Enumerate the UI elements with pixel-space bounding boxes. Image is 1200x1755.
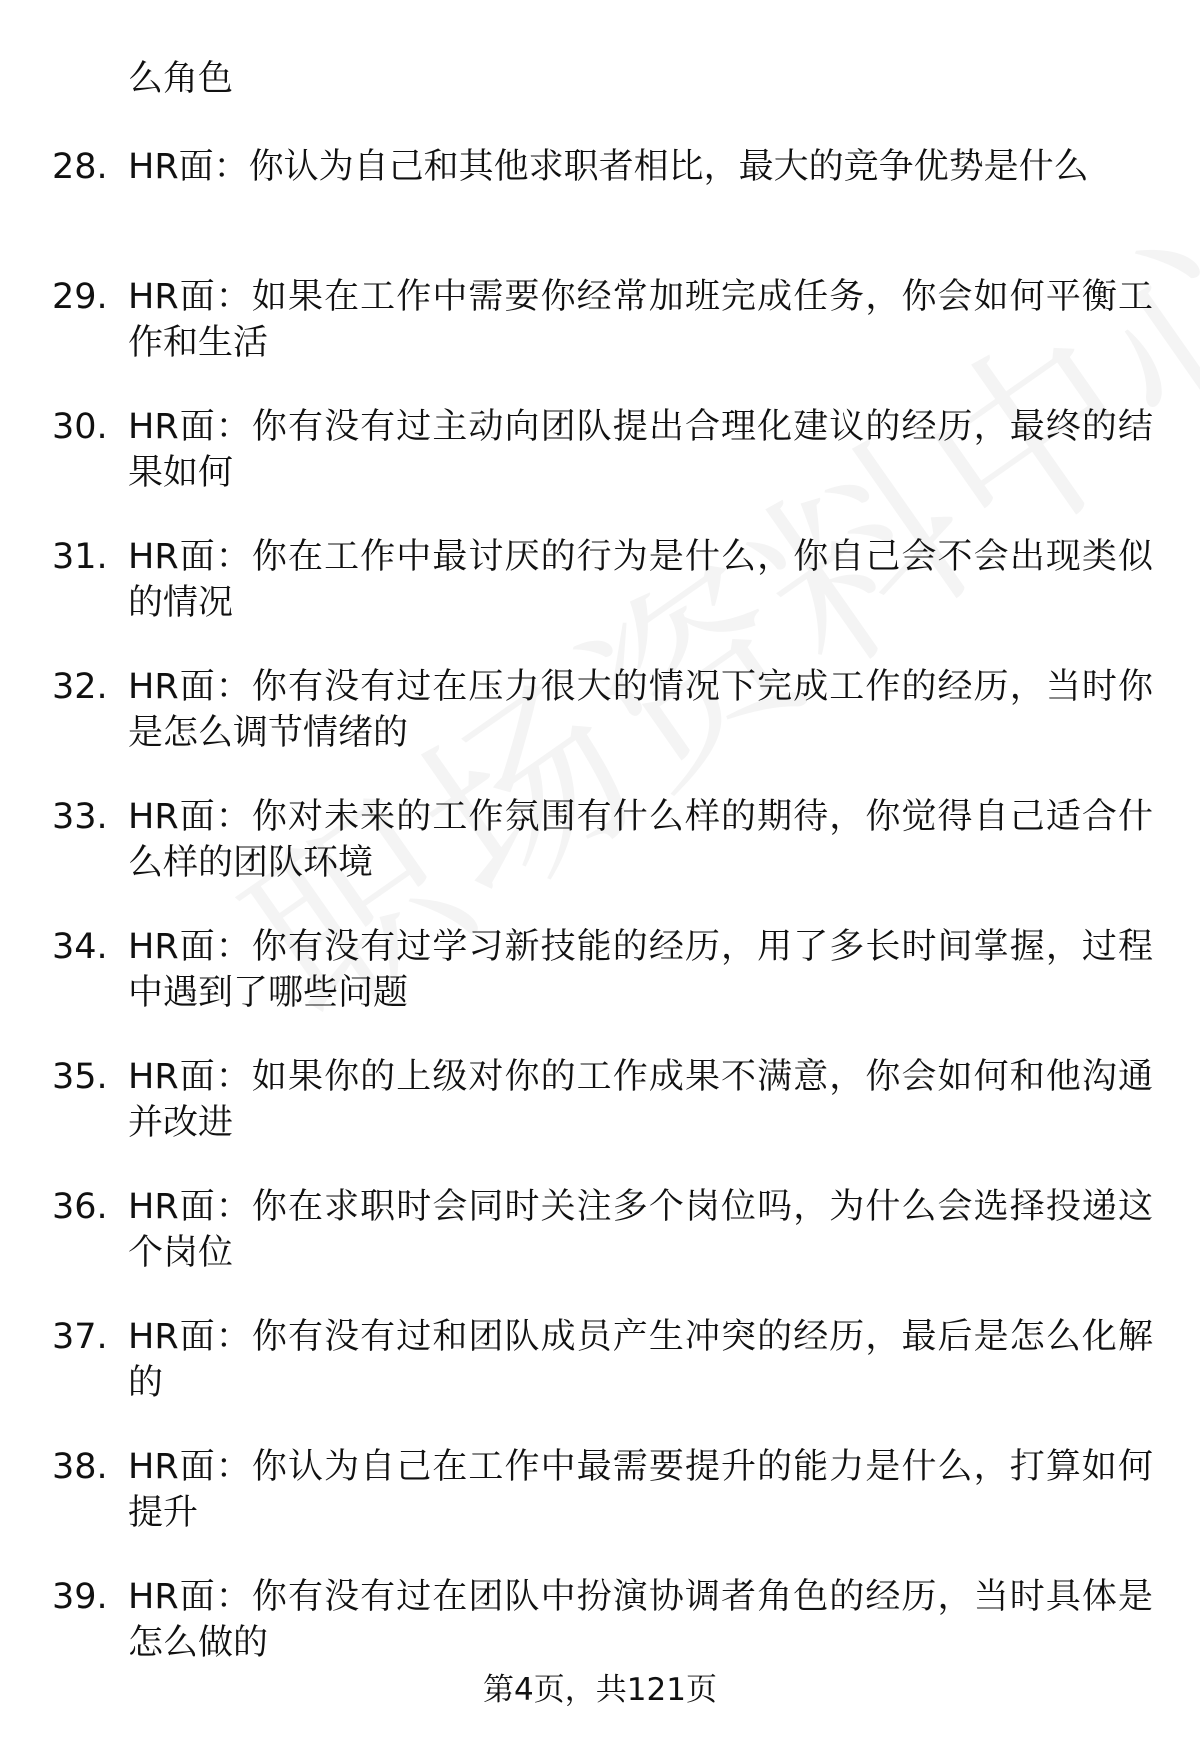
question-item (0, 534, 1200, 664)
question-text: HR面：你对未来的工作氛围有什么样的期待，你觉得自己适合什么样的团队环境 (128, 797, 1153, 883)
question-number: 32. (52, 667, 108, 707)
question-item (0, 924, 1200, 1054)
question-number: 39. (52, 1577, 108, 1617)
question-text: HR面：你有没有过主动向团队提出合理化建议的经历，最终的结果如何 (128, 407, 1153, 493)
question-number: 30. (52, 407, 108, 447)
question-number: 37. (52, 1317, 108, 1357)
question-text: HR面：你认为自己在工作中最需要提升的能力是什么，打算如何提升 (128, 1447, 1153, 1533)
question-text: HR面：如果在工作中需要你经常加班完成任务，你会如何平衡工作和生活 (128, 277, 1153, 363)
question-item (0, 1314, 1200, 1444)
continued-question-text: 么角色 (128, 59, 234, 99)
question-text: HR面：你在求职时会同时关注多个岗位吗，为什么会选择投递这个岗位 (128, 1187, 1153, 1273)
question-list (0, 144, 1200, 1704)
question-number: 36. (52, 1187, 108, 1227)
question-item (0, 794, 1200, 924)
page-footer: 第4页，共121页 (483, 1672, 717, 1708)
question-item (0, 664, 1200, 794)
question-number: 31. (52, 537, 108, 577)
question-text: HR面：你有没有过在团队中扮演协调者角色的经历，当时具体是怎么做的 (128, 1577, 1153, 1663)
question-item (0, 274, 1200, 404)
question-number: 34. (52, 927, 108, 967)
question-item (0, 404, 1200, 534)
question-text: HR面：你认为自己和其他求职者相比，最大的竞争优势是什么 (128, 147, 1089, 187)
question-text: HR面：你有没有过和团队成员产生冲突的经历，最后是怎么化解的 (128, 1317, 1153, 1403)
question-item (0, 144, 1200, 274)
question-text: HR面：你有没有过学习新技能的经历，用了多长时间掌握，过程中遇到了哪些问题 (128, 927, 1153, 1013)
question-item (0, 1054, 1200, 1184)
question-number: 33. (52, 797, 108, 837)
question-text: HR面：你有没有过在压力很大的情况下完成工作的经历，当时你是怎么调节情绪的 (128, 667, 1153, 753)
question-number: 29. (52, 277, 108, 317)
question-item (0, 1444, 1200, 1574)
question-number: 38. (52, 1447, 108, 1487)
question-text: HR面：如果你的上级对你的工作成果不满意，你会如何和他沟通并改进 (128, 1057, 1153, 1143)
question-number: 28. (52, 147, 108, 187)
question-text: HR面：你在工作中最讨厌的行为是什么，你自己会不会出现类似的情况 (128, 537, 1153, 623)
question-item (0, 1184, 1200, 1314)
question-number: 35. (52, 1057, 108, 1097)
